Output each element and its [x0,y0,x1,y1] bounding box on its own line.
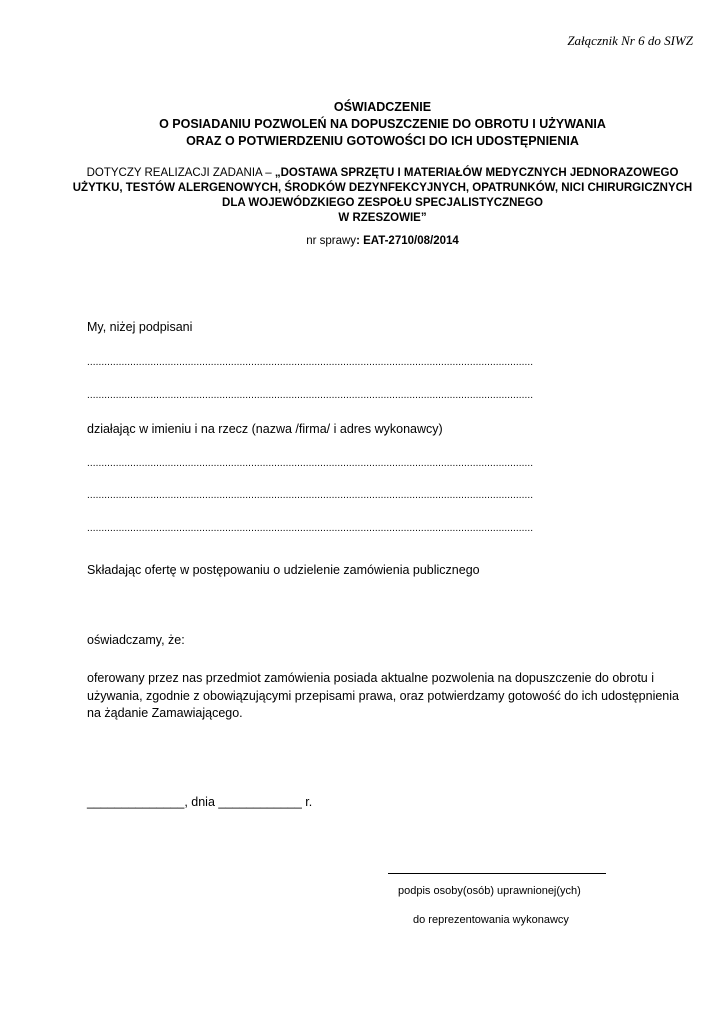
title-line-2: O POSIADANIU POZWOLEŃ NA DOPUSZCZENIE DO OBROTU I UŻYWANIA [159,117,606,131]
signature-caption-2: do reprezentowania wykonawcy [413,914,569,926]
signatory-name-line-2: ........................................................................................................................................................... [87,390,534,401]
task-title-line-2: UŻYTKU, TESTÓW ALERGENOWYCH, ŚRODKÓW DEZYNFEKCYJNYCH, OPATRUNKÓW, NICI CHIRURGICZNYCH [72,182,693,194]
signatory-name-line-1: ........................................................................................................................................................... [87,357,534,368]
document-title [40,99,725,150]
signature-caption-1: podpis osoby(osób) uprawnionej(ych) [398,885,581,897]
contractor-line-2: ........................................................................................................................................................... [87,490,534,501]
task-description [70,166,695,226]
task-title-line-1: „DOSTAWA SPRZĘTU I MATERIAŁÓW MEDYCZNYCH JEDNORAZOWEGO [274,167,679,179]
task-line-1 [70,166,695,181]
case-number [40,235,725,247]
contractor-line-1: ........................................................................................................................................................... [87,458,534,469]
declaration-paragraph: oferowany przez nas przedmiot zamówienia posiada aktualne pozwolenia na dopuszczenie do obrotu i używania, zgodnie z obowiązującymi przepisami prawa, oraz potwierdzamy gotowość do ich udostępnienia na żądanie Zamawiającego. [87,671,679,720]
contractor-line-3: ........................................................................................................................................................... [87,523,534,534]
case-value: : EAT-2710/08/2014 [356,235,459,247]
task-prefix: DOTYCZY REALIZACJI ZADANIA – [86,167,275,179]
signed-label: My, niżej podpisani [87,320,193,334]
attachment-label: Załącznik Nr 6 do SIWZ [567,33,693,48]
task-title-line-3: DLA WOJEWÓDZKIEGO ZESPOŁU SPECJALISTYCZNEGO [222,197,543,209]
task-title-line-4: W RZESZOWIE” [338,212,427,224]
case-label: nr sprawy [306,235,357,247]
acting-on-behalf-label: działając w imieniu i na rzecz (nazwa /firma/ i adres wykonawcy) [87,422,443,436]
title-line-1: OŚWIADCZENIE [333,100,432,114]
place-date-line: ______________, dnia ____________ r. [87,795,313,809]
title-line-3: ORAZ O POTWIERDZENIU GOTOWOŚCI DO ICH UDOSTĘPNIENIA [186,134,579,148]
signature-line [388,873,606,874]
offer-label: Składając ofertę w postępowaniu o udzielenie zamówienia publicznego [87,563,480,577]
declare-label: oświadczamy, że: [87,633,185,647]
